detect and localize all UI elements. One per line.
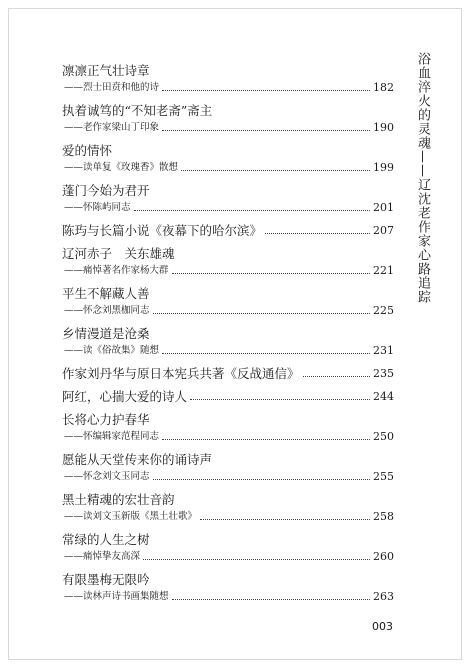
entry-subtitle: ——怀陈屿同志 <box>64 202 131 213</box>
entry-subtitle-row <box>62 468 394 485</box>
entry-subtitle-row <box>62 119 394 136</box>
toc-entry[interactable] <box>62 491 394 525</box>
dot-leader <box>153 479 370 480</box>
dot-leader <box>134 210 370 211</box>
dot-leader <box>162 439 370 440</box>
toc-entry[interactable] <box>62 285 394 319</box>
entry-subtitle-row <box>62 302 394 319</box>
entry-subtitle: ——读刘文玉新版《黑土壮歌》 <box>64 511 198 522</box>
entry-title: 蓬门今始为君开 <box>62 183 150 198</box>
entry-title-row <box>62 388 394 405</box>
toc-entry[interactable] <box>62 365 394 382</box>
entry-subtitle-row <box>62 199 394 216</box>
dot-leader <box>190 399 370 400</box>
toc-entry[interactable] <box>62 222 394 239</box>
dot-leader <box>162 130 370 131</box>
page-number: 258 <box>373 510 394 523</box>
dot-leader <box>200 519 370 520</box>
entry-subtitle-row <box>62 159 394 176</box>
toc-entry[interactable] <box>62 102 394 136</box>
toc-entry[interactable] <box>62 571 394 605</box>
toc-entry[interactable] <box>62 245 394 279</box>
entry-title: 常绿的人生之树 <box>62 532 150 547</box>
entry-title-row <box>62 365 394 382</box>
page-number: 207 <box>373 224 394 237</box>
entry-title: 作家刘丹华与原日本宪兵共著《反战通信》 <box>62 366 300 381</box>
entry-subtitle: ——痛悼挚友高深 <box>64 551 141 562</box>
toc-entry[interactable] <box>62 451 394 485</box>
entry-title: 乡情漫道是沧桑 <box>62 326 150 341</box>
entry-subtitle-row <box>62 79 394 96</box>
dot-leader <box>265 233 370 234</box>
entry-subtitle: ——读《俗故集》随想 <box>64 345 160 356</box>
toc-entry[interactable] <box>62 411 394 445</box>
toc-entry[interactable] <box>62 142 394 176</box>
page-number: 190 <box>373 121 394 134</box>
entry-title: 凛凛正气壮诗章 <box>62 63 150 78</box>
entry-title: 爱的情怀 <box>62 143 113 158</box>
dot-leader <box>172 273 370 274</box>
entry-subtitle-row <box>62 588 394 605</box>
entry-subtitle: ——怀念刘黑枷同志 <box>64 305 150 316</box>
entry-subtitle-row <box>62 342 394 359</box>
entry-title: 陈玙与长篇小说《夜幕下的哈尔滨》 <box>62 223 263 238</box>
toc-entry[interactable] <box>62 325 394 359</box>
folio-page-number: 003 <box>372 620 393 633</box>
toc-entry[interactable] <box>62 182 394 216</box>
entry-subtitle-row <box>62 262 394 279</box>
entry-title: 辽河赤子 关东雄魂 <box>62 246 175 261</box>
page-number: 225 <box>373 304 394 317</box>
toc-entry[interactable] <box>62 531 394 565</box>
page-number: 231 <box>373 344 394 357</box>
book-side-title: 浴血淬火的灵魂——辽沈老作家心路追踪 <box>415 52 430 304</box>
entry-subtitle: ——读单复《玫瑰香》散想 <box>64 162 179 173</box>
page-number: 182 <box>373 81 394 94</box>
entry-subtitle: ——怀念刘文玉同志 <box>64 471 150 482</box>
page-number: 255 <box>373 470 394 483</box>
toc-entry[interactable] <box>62 62 394 96</box>
dot-leader <box>143 559 370 560</box>
entry-subtitle-row <box>62 548 394 565</box>
page-number: 263 <box>373 590 394 603</box>
entry-title: 长将心力护春华 <box>62 412 150 427</box>
dot-leader <box>303 376 370 377</box>
dot-leader <box>162 90 370 91</box>
dot-leader <box>172 599 370 600</box>
page-number: 199 <box>373 161 394 174</box>
dot-leader <box>162 353 370 354</box>
entry-subtitle-row <box>62 508 394 525</box>
entry-subtitle: ——怀编辑家范程同志 <box>64 431 160 442</box>
entry-title: 阿红，心揣大爱的诗人 <box>62 389 188 404</box>
entry-subtitle: ——老作家梁山丁印象 <box>64 122 160 133</box>
entry-title: 平生不解藏人善 <box>62 286 150 301</box>
toc-entry[interactable] <box>62 388 394 405</box>
entry-title: 愿能从天堂传来你的诵诗声 <box>62 452 213 467</box>
page-number: 260 <box>373 550 394 563</box>
page-number: 221 <box>373 264 394 277</box>
dot-leader <box>153 313 370 314</box>
page-number: 235 <box>373 367 394 380</box>
page-number: 244 <box>373 390 394 403</box>
entry-subtitle: ——读林声诗书画集随想 <box>64 591 169 602</box>
entry-subtitle: ——痛悼著名作家杨大群 <box>64 265 169 276</box>
entry-title: 执着诚笃的“不知老斋”斋主 <box>62 103 213 118</box>
entry-title: 有限墨梅无限吟 <box>62 572 150 587</box>
dot-leader <box>181 170 370 171</box>
page-number: 201 <box>373 201 394 214</box>
entry-subtitle: ——烈士田贲和他的诗 <box>64 82 160 93</box>
table-of-contents <box>62 62 394 611</box>
page-number: 250 <box>373 430 394 443</box>
entry-title: 黑土精魂的宏壮音韵 <box>62 492 175 507</box>
entry-title-row <box>62 222 394 239</box>
entry-subtitle-row <box>62 428 394 445</box>
